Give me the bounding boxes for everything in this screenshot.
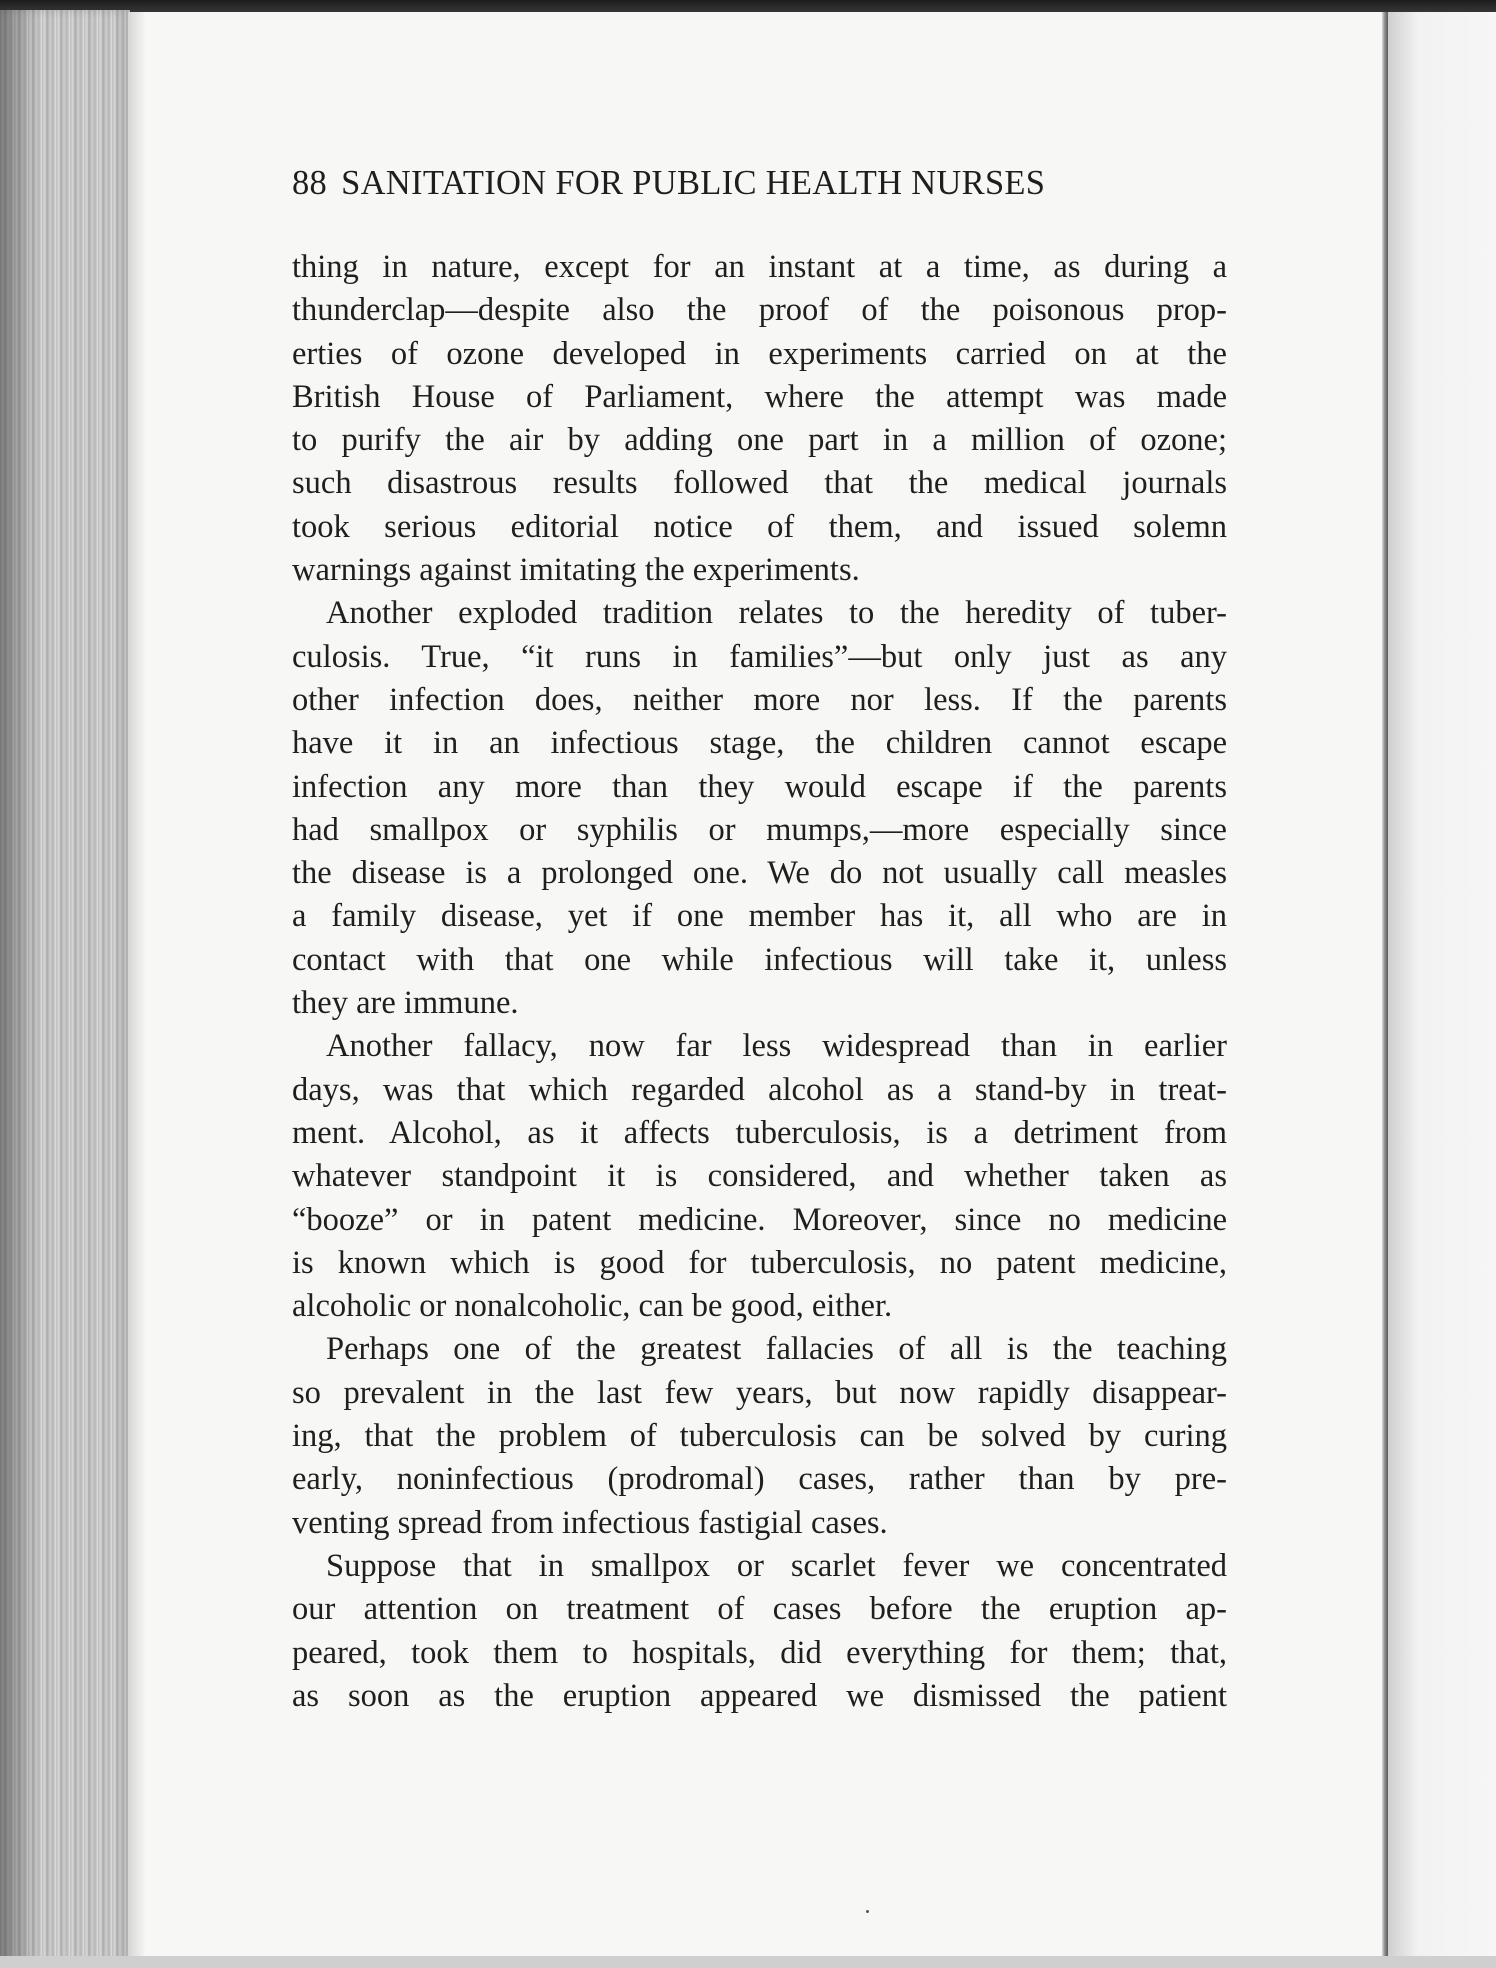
scan-bottom-border [0, 1956, 1496, 1968]
text-line: other infection does, neither more nor less. If the parents [292, 681, 1227, 718]
text-line: thunderclap—despite also the proof of the poisonous prop- [292, 292, 1227, 329]
text-line: as soon as the eruption appeared we dismissed the patient [292, 1677, 1227, 1714]
facing-page-edge [1388, 12, 1496, 1957]
text-line: the disease is a prolonged one. We do not usually call measles [292, 855, 1227, 892]
text-line: thing in nature, except for an instant at a time, as during a [292, 249, 1227, 285]
text-line: is known which is good for tuberculosis, no patent medicine, [292, 1244, 1227, 1281]
text-line: ment. Alcohol, as it affects tuberculosis, is a detriment from [292, 1114, 1227, 1151]
text-line: Another exploded tradition relates to the heredity of tuber- [326, 595, 1227, 632]
running-header [292, 163, 1196, 203]
text-line: such disastrous results followed that the medical journals [292, 465, 1227, 502]
paragraph [292, 1545, 1227, 1718]
text-line: whatever standpoint it is considered, and whether taken as [292, 1158, 1227, 1195]
text-line: venting spread from infectious fastigial cases. [292, 1504, 888, 1541]
text-line: had smallpox or syphilis or mumps,—more especially since [292, 811, 1227, 848]
paragraph [292, 1328, 1227, 1544]
text-line: they are immune. [292, 985, 519, 1022]
text-line: ing, that the problem of tuberculosis can be solved by curing [292, 1418, 1227, 1455]
scan-speck [866, 1910, 869, 1913]
paragraph [292, 1025, 1227, 1328]
text-line: culosis. True, “it runs in families”—but only just as any [292, 638, 1227, 675]
book-page-edges [0, 10, 130, 1968]
text-line: to purify the air by adding one part in a million of ozone; [292, 422, 1227, 459]
text-line: so prevalent in the last few years, but now rapidly disappear- [292, 1374, 1227, 1411]
text-line: days, was that which regarded alcohol as a stand-by in treat- [292, 1071, 1227, 1108]
text-line: have it in an infectious stage, the children cannot escape [292, 725, 1227, 762]
text-line: early, noninfectious (prodromal) cases, rather than by pre- [292, 1461, 1227, 1498]
page-number: 88 [292, 164, 328, 202]
text-line: took serious editorial notice of them, and issued solemn [292, 508, 1227, 545]
text-line: a family disease, yet if one member has it, all who are in [292, 898, 1227, 935]
running-head-title: SANITATION FOR PUBLIC HEALTH NURSES [341, 164, 1046, 202]
text-line: infection any more than they would escape if the parents [292, 768, 1227, 805]
text-line: Another fallacy, now far less widespread than in earlier [326, 1028, 1227, 1065]
paragraph [292, 246, 1227, 592]
text-line: contact with that one while infectious will take it, unless [292, 941, 1227, 978]
text-line: “booze” or in patent medicine. Moreover, since no medicine [292, 1201, 1227, 1238]
text-line: our attention on treatment of cases before the eruption ap- [292, 1591, 1227, 1628]
text-line: peared, took them to hospitals, did everything for them; that, [292, 1634, 1227, 1671]
body-text [292, 246, 1227, 1718]
text-line: British House of Parliament, where the attempt was made [292, 378, 1227, 415]
text-line: warnings against imitating the experiments. [292, 552, 860, 589]
paragraph [292, 592, 1227, 1025]
text-line: alcoholic or nonalcoholic, can be good, either. [292, 1288, 893, 1325]
text-line: Perhaps one of the greatest fallacies of all is the teaching [326, 1331, 1227, 1368]
text-line: erties of ozone developed in experiments carried on at the [292, 335, 1227, 372]
text-line: Suppose that in smallpox or scarlet fever we concentrated [326, 1547, 1227, 1584]
